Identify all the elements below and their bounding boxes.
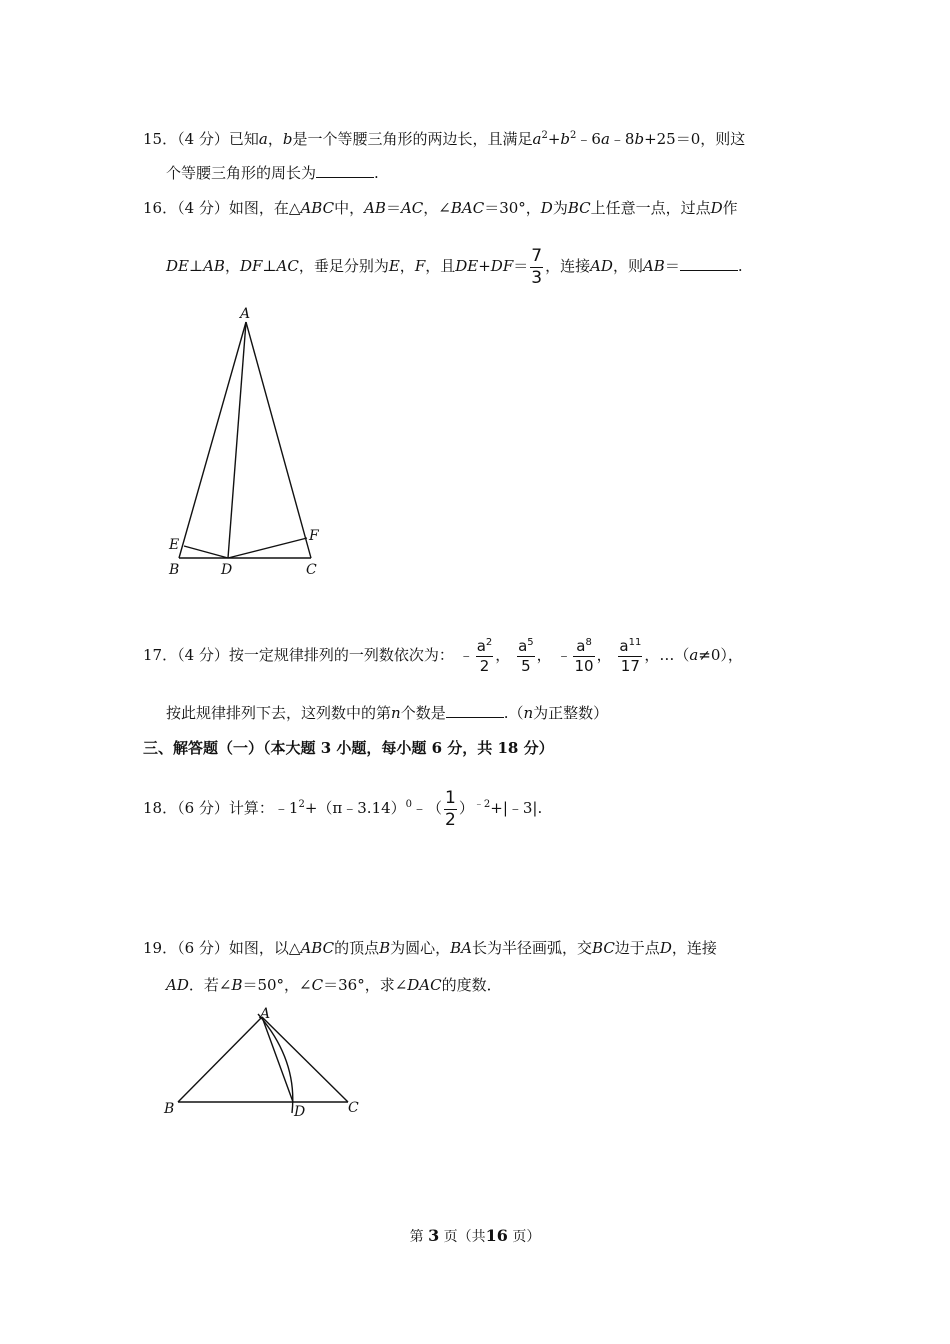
var-ac: AC: [400, 199, 424, 217]
q18-text: ﹣（: [412, 799, 443, 817]
q16-sep: ，: [399, 257, 415, 275]
label-b: B: [164, 1101, 175, 1117]
q16-sep: ，: [224, 257, 240, 275]
q18-text: 计算：﹣1: [228, 799, 299, 817]
q15-text: +25＝0，则这: [644, 130, 746, 148]
var-c: C: [311, 976, 324, 994]
segment-ac: [246, 322, 311, 558]
var-a: a: [476, 637, 486, 655]
q16-text: 作: [722, 199, 738, 217]
fraction-denominator: 2: [479, 657, 490, 675]
q15-end: .: [374, 164, 379, 182]
figure-19-triangle: [158, 1000, 373, 1125]
question-number: 17．: [143, 646, 178, 664]
q17-sep: ，: [536, 646, 552, 664]
exponent: 8: [585, 637, 592, 648]
q16-text: ，连接: [545, 257, 591, 275]
q16-end: .: [737, 257, 743, 275]
exponent: 2: [541, 130, 548, 141]
var-ab: AB: [642, 257, 665, 275]
label-a: A: [240, 306, 251, 322]
label-d: D: [221, 562, 233, 578]
var-a: a: [532, 130, 542, 148]
var-ab: AB: [364, 199, 386, 217]
var-a: a: [576, 637, 586, 655]
q15-text: 个等腰三角形的周长为: [166, 164, 317, 182]
answer-blank[interactable]: [316, 163, 374, 178]
var-bac: BAC: [450, 199, 485, 217]
var-a: a: [518, 637, 528, 655]
var-dac: DAC: [407, 976, 442, 994]
fraction-numerator: 7: [531, 245, 543, 266]
q18-text: +（π﹣3.14）: [304, 799, 406, 817]
question-score: （4 分）: [177, 130, 229, 148]
fraction-numerator: [618, 638, 642, 654]
q19-text: 的度数．: [441, 976, 502, 994]
minus-sign: ﹣: [458, 646, 474, 664]
q19-text: ．若∠: [188, 976, 232, 994]
q15-text: 已知: [228, 130, 259, 148]
var-bc: BC: [592, 939, 615, 957]
q17-text: 按一定规律排列的一列数依次为：: [228, 646, 454, 664]
q15-line1: [143, 126, 745, 149]
q19-text: ＝36°，求∠: [323, 976, 408, 994]
segment-ac: [262, 1017, 348, 1102]
q17-line2: [166, 703, 608, 723]
q15-op: +: [547, 130, 561, 148]
page-number: 3: [428, 1226, 440, 1245]
exponent: 11: [628, 637, 642, 648]
q15-line2: [166, 163, 379, 183]
var-ba: BA: [450, 939, 472, 957]
var-abc: ABC: [300, 199, 335, 217]
fraction-numerator: [476, 638, 494, 654]
q19-text: 长为半径画弧，交: [472, 939, 593, 957]
q18-text: ）: [458, 799, 474, 817]
total-pages: 16: [485, 1226, 508, 1245]
perp-symbol: ⊥: [262, 257, 277, 275]
page-footer: [0, 1226, 950, 1246]
q19-line2: [166, 975, 502, 995]
var-ab: AB: [203, 257, 225, 275]
q17-text: 为正整数）: [533, 704, 609, 722]
var-sum: DE+DF: [455, 257, 514, 275]
q15-text: 是一个等腰三角形的两边长，且满足: [292, 130, 533, 148]
q16-op: ＝: [664, 257, 680, 275]
var-bc: BC: [567, 199, 591, 217]
segment-ad: [262, 1017, 293, 1102]
fraction: [476, 638, 494, 674]
q17-text: 按此规律排列下去，这列数中的第: [166, 704, 392, 722]
q17-sep: ，: [644, 646, 660, 664]
q17-text: …（: [659, 646, 690, 664]
q19-line1: [143, 938, 717, 958]
q17-sep: ，: [495, 646, 511, 664]
var-e: E: [388, 257, 400, 275]
q16-text: 为: [552, 199, 568, 217]
question-number: 18．: [143, 799, 178, 817]
question-score: （4 分）: [177, 646, 229, 664]
q17-text: ≠0），: [698, 646, 743, 664]
q16-line2: [166, 244, 743, 288]
fraction-numerator: [517, 638, 535, 654]
segment-de: [184, 546, 228, 558]
var-b: b: [282, 130, 293, 148]
q19-text: ＝50°，∠: [242, 976, 312, 994]
q16-op: ＝: [385, 199, 401, 217]
label-b: B: [169, 562, 180, 578]
exponent: 2: [570, 130, 577, 141]
figure-16-triangle: [160, 300, 340, 585]
q15-op: ﹣6: [576, 130, 601, 148]
exponent: 0: [405, 799, 413, 810]
q16-line1: [143, 198, 738, 218]
answer-blank[interactable]: [680, 256, 738, 271]
fraction: [444, 787, 457, 830]
exponent: 2: [298, 799, 305, 810]
footer-text: 第: [409, 1229, 424, 1245]
question-score: （6 分）: [177, 799, 229, 817]
var-n: n: [523, 704, 534, 722]
var-ad: AD: [590, 257, 613, 275]
var-b: B: [379, 939, 391, 957]
q17-line1: [143, 622, 743, 688]
q16-text: ，垂足分别为: [298, 257, 389, 275]
fraction-denominator: 17: [620, 657, 640, 675]
fraction-numerator: 1: [445, 787, 456, 808]
q16-text: 上任意一点，过点: [590, 199, 711, 217]
label-c: C: [306, 562, 317, 578]
minus-sign: ﹣: [556, 646, 572, 664]
fraction-denominator: 5: [521, 657, 531, 675]
question-score: （4 分）: [177, 199, 229, 217]
question-number: 16．: [143, 199, 178, 217]
label-e: E: [169, 537, 180, 553]
label-a: A: [260, 1006, 271, 1022]
q17-text: 个数是: [400, 704, 446, 722]
q15-sep: ，: [267, 130, 283, 148]
q15-op: ﹣8: [609, 130, 635, 148]
var-ac: AC: [276, 257, 299, 275]
exponent: ﹣2: [473, 799, 491, 810]
var-d: D: [659, 939, 672, 957]
var-d: D: [710, 199, 723, 217]
var-ad: AD: [166, 976, 189, 994]
var-a: a: [619, 637, 629, 655]
section-heading: 三、解答题（一）（本大题 3 小题，每小题 6 分，共 18 分）: [143, 739, 554, 757]
label-d: D: [294, 1104, 306, 1120]
q17-text: .（: [503, 704, 524, 722]
var-de: DE: [166, 257, 189, 275]
q18-line: [143, 772, 542, 841]
question-score: （6 分）: [177, 939, 229, 957]
var-b: B: [231, 976, 243, 994]
var-b: b: [634, 130, 645, 148]
q19-text: 的顶点: [334, 939, 380, 957]
fraction: [618, 638, 642, 674]
var-abc: ABC: [300, 939, 335, 957]
segment-ba: [178, 1017, 262, 1102]
var-d: D: [540, 199, 553, 217]
fraction-denominator: 2: [445, 809, 456, 830]
fraction: [517, 638, 535, 674]
q16-text: ，则: [612, 257, 643, 275]
var-b: b: [560, 130, 571, 148]
question-number: 19．: [143, 939, 178, 957]
q18-text: +|﹣3|.: [490, 799, 543, 817]
var-n: n: [391, 704, 401, 722]
var-a: a: [258, 130, 268, 148]
fraction-denominator: 10: [574, 657, 594, 675]
q16-op: ＝: [513, 257, 529, 275]
question-number: 15．: [143, 130, 178, 148]
footer-text: 页）: [512, 1229, 541, 1245]
var-a: a: [600, 130, 610, 148]
q19-text: 如图，以△: [228, 939, 301, 957]
exponent: 2: [485, 637, 493, 648]
q16-text: 如图，在△: [228, 199, 301, 217]
fraction-denominator: 3: [531, 267, 543, 288]
q19-text: 为圆心，: [390, 939, 451, 957]
arc-bd: [258, 1014, 293, 1113]
segment-df: [228, 538, 307, 558]
perp-symbol: ⊥: [188, 257, 204, 275]
exponent: 5: [527, 637, 534, 648]
segment-ab: [179, 322, 246, 558]
q17-sep: ，: [596, 646, 612, 664]
label-c: C: [348, 1100, 359, 1116]
fraction: [573, 638, 594, 674]
fraction: [530, 245, 543, 288]
answer-blank[interactable]: [446, 703, 504, 718]
footer-text: 页（共: [443, 1229, 486, 1245]
q16-text: ，且: [425, 257, 456, 275]
var-a: a: [689, 646, 699, 664]
q16-text: ＝30°，: [484, 199, 541, 217]
q19-text: ，连接: [671, 939, 717, 957]
segment-ad: [228, 322, 246, 558]
q19-text: 边于点: [614, 939, 660, 957]
var-df: DF: [239, 257, 263, 275]
fraction-numerator: [575, 638, 593, 654]
q16-text: 中，: [334, 199, 365, 217]
var-f: F: [414, 257, 426, 275]
label-f: F: [309, 528, 319, 544]
q16-text: ，∠: [423, 199, 451, 217]
